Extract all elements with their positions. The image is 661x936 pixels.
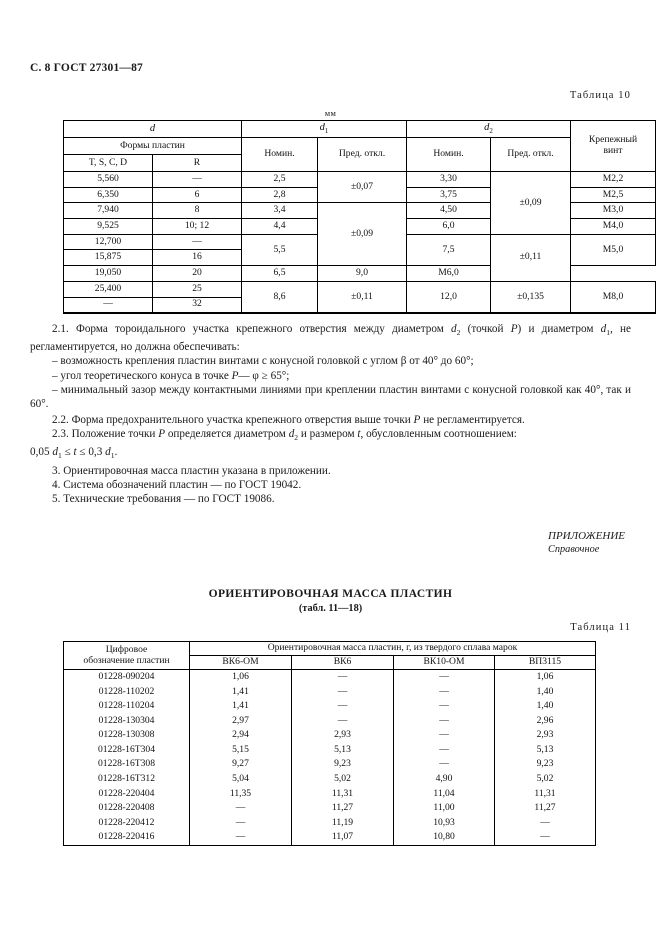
cell-code: 01228-220412 [64,816,190,831]
formula-a: 0,05 [30,446,53,459]
formula-d: . [114,446,118,459]
cell-vk6: 5,02 [292,772,394,787]
cell-vk6om: — [190,831,292,846]
cell-screw: M5,0 [571,234,656,265]
cell-code: 01228-220404 [64,787,190,802]
var-d2: $d_2$ [451,323,461,338]
cell-d: 25,400 [64,281,153,297]
header-d1-deviation: Пред. откл. [318,138,407,172]
cell-r: — [153,234,242,250]
header-d1-nominal: Номин. [242,138,318,172]
cell-code: 01228-090204 [64,670,190,685]
header-d: d [64,121,242,138]
clause-2-1-text-c: ) и диаметром [517,323,601,335]
cell-d1-nom: 2,8 [242,187,318,203]
cell-d1-nom: 2,5 [242,172,318,188]
cell-vk6: 11,27 [292,801,394,816]
cell-d1-dev: ±0,09 [318,203,407,266]
table-row [64,787,596,802]
clause-2-1-text-a: 2.1. Форма тороидального участка крепежного отверстия между диаметром [52,323,452,335]
table-11 [63,641,596,846]
cell-vk6om: 5,04 [190,772,292,787]
cell-d: 15,875 [64,250,153,266]
cell-vk6om: 2,94 [190,728,292,743]
cell-vp3115: 1,06 [495,670,596,685]
cell-vk10om: — [394,758,495,773]
clause-4: 4. Система обозначений пластин — по ГОСТ 19042. [52,478,302,491]
cell-screw: M2,5 [571,187,656,203]
cell-vk6om: 1,06 [190,670,292,685]
cell-code: 01228-110202 [64,685,190,700]
cell-d: 7,940 [64,203,153,219]
header-vk6om: ВК6-ОМ [190,656,292,670]
cell-vk6: — [292,685,394,700]
cell-d2-nom: 3,75 [407,187,491,203]
cell-vp3115: 1,40 [495,685,596,700]
cell-vk10om: — [394,728,495,743]
cell-d1-nom: 3,4 [242,203,318,219]
var-d1: $d_1$ [105,446,115,461]
cell-screw: M3,0 [571,203,656,219]
cell-vk10om: — [394,714,495,729]
cell-vp3115: 1,40 [495,699,596,714]
var-t: t [73,446,77,459]
clause-2-1-text-b: (точкой [460,323,511,335]
cell-vp3115: 2,96 [495,714,596,729]
cell-vk6: — [292,714,394,729]
cell-screw: M6,0 [407,266,491,282]
cell-r: — [153,172,242,188]
header-screw-line1: Крепежный [588,134,638,146]
table-row [64,728,596,743]
cell-r: 6 [153,187,242,203]
table-row [64,743,596,758]
cell-code: 01228-130308 [64,728,190,743]
cell-d2-nom: 9,0 [318,266,407,282]
cell-vk6om: 5,15 [190,743,292,758]
bullet-2-text-b: — φ ≥ 65°; [238,369,290,382]
cell-r: 25 [153,281,242,297]
header-d2: $d_2$ [407,121,571,138]
cell-r: 20 [153,266,242,282]
cell-vk10om: 10,80 [394,831,495,846]
cell-vk6: — [292,699,394,714]
cell-d1-nom: 8,6 [242,281,318,312]
clauses-block [30,413,631,506]
cell-code: 01228-16Т304 [64,743,190,758]
cell-vk6om: — [190,816,292,831]
cell-vp3115: 2,93 [495,728,596,743]
cell-vp3115: — [495,816,596,831]
table-10-wrapper [63,120,638,314]
cell-vk6om: 1,41 [190,685,292,700]
clause-2-3 [30,427,631,445]
table-11-wrapper [63,641,595,846]
header-vp3115: ВП3115 [495,656,596,670]
formula-b: ≤ [61,446,74,459]
cell-vk6om: 1,41 [190,699,292,714]
clause-2-3-text-a: 2.3. Положение точки [52,428,159,441]
clause-2-3-formula [30,445,631,463]
cell-screw: M2,2 [571,172,656,188]
appendix-subtitle: (табл. 11—18) [298,603,363,614]
cell-vp3115: — [495,831,596,846]
cell-vk6om: — [190,801,292,816]
var-P: P [413,414,421,426]
cell-d: 9,525 [64,219,153,235]
header-code-line2: обозначение пластин [83,654,170,666]
cell-screw: M8,0 [571,281,656,312]
header-vk10om: ВК10-ОМ [394,656,495,670]
cell-d1-nom: 6,5 [242,266,318,282]
cell-vk6om: 9,27 [190,758,292,773]
clause-2-2-text-b: не регламентируется. [420,414,525,426]
formula-c: ≤ 0,3 [76,446,106,459]
cell-code: 01228-16Т312 [64,772,190,787]
table-row [64,816,596,831]
cell-code: 01228-220416 [64,831,190,846]
var-P: P [231,369,239,382]
cell-r: 32 [153,297,242,313]
var-d1: $d_1$ [600,323,611,338]
cell-vk10om: — [394,743,495,758]
table-10-unit-label: мм [324,108,337,118]
var-d2: $d_2$ [288,428,299,443]
header-code-line1: Цифровое [105,643,148,655]
cell-r: 10; 12 [153,219,242,235]
clause-2-2-text-a: 2.2. Форма предохранительного участка крепежного отверстия выше точки [52,414,414,426]
clause-2-1-block [30,322,631,411]
cell-vk6om: 11,35 [190,787,292,802]
appendix-label: ПРИЛОЖЕНИЕ [548,530,625,542]
running-head: С. 8 ГОСТ 27301—87 [30,62,143,74]
cell-vp3115: 5,13 [495,743,596,758]
bullet-2-text-a: – угол теоретического конуса в точке [52,369,232,382]
header-group: Ориентировочная масса пластин, г, из твердого сплава марок [190,642,596,656]
cell-vk6: 11,31 [292,787,394,802]
header-form-r: R [153,155,242,172]
var-t: t [357,428,361,441]
appendix-type: Справочное [548,544,600,555]
table-row [64,281,656,297]
header-form-tsc: T, S, C, D [64,155,153,172]
cell-d1-nom: 4,4 [242,219,318,235]
cell-vk10om: — [394,699,495,714]
table-row [64,714,596,729]
header-vk6: ВК6 [292,656,394,670]
cell-d1-nom: 5,5 [242,234,318,265]
table-10-caption: Таблица 10 [569,90,631,101]
cell-d2-nom: 4,50 [407,203,491,219]
table-row [64,772,596,787]
cell-vk6: 11,19 [292,816,394,831]
clause-5: 5. Технические требования — по ГОСТ 19086. [52,492,275,505]
cell-vk6: — [292,670,394,685]
header-d2-nominal: Номин. [407,138,491,172]
cell-vp3115: 11,31 [495,787,596,802]
table-10-header-row-2 [64,138,656,155]
table-row [64,758,596,773]
table-11-header-row-1 [64,642,596,656]
cell-d: 5,560 [64,172,153,188]
var-P: P [158,428,166,441]
cell-vk6: 2,93 [292,728,394,743]
cell-d2-nom: 7,5 [407,234,491,265]
cell-vk10om: 10,93 [394,816,495,831]
table-row [64,670,596,685]
header-d2-deviation: Пред. откл. [491,138,571,172]
table-10 [63,120,656,314]
cell-d1-dev: ±0,11 [318,281,407,312]
header-code [64,642,190,670]
cell-d2-nom: 6,0 [407,219,491,235]
table-10-bottom-rule [64,313,656,314]
clause-2-1-bullet-2 [30,369,631,383]
clause-2-3-text-b: определяется диаметром [165,428,289,441]
cell-d2-nom: 3,30 [407,172,491,188]
cell-code: 01228-220408 [64,801,190,816]
cell-d: — [64,297,153,313]
appendix-label-block [548,529,625,557]
var-d1: $d_1$ [52,446,62,461]
header-screw [571,121,656,172]
table-row [64,172,656,188]
table-11-caption: Таблица 11 [570,622,631,633]
appendix-title: ОРИЕНТИРОВОЧНАЯ МАССА ПЛАСТИН [208,588,453,600]
cell-screw: M4,0 [571,219,656,235]
clause-2-1 [30,322,631,354]
var-P: P [510,323,518,335]
cell-vk10om: 11,04 [394,787,495,802]
cell-vp3115: 11,27 [495,801,596,816]
cell-vk10om: 11,00 [394,801,495,816]
clause-2-3-text-c: и размером [298,428,358,441]
cell-vk10om: — [394,670,495,685]
table-row [64,801,596,816]
cell-code: 01228-16Т308 [64,758,190,773]
clause-2-1-bullet-1: – возможность крепления пластин винтами с конусной головкой с углом β от 40° до 60°; [52,355,474,368]
cell-r: 8 [153,203,242,219]
cell-vk6: 9,23 [292,758,394,773]
header-forms: Формы пластин [64,138,242,155]
header-d1: $d_1$ [242,121,407,138]
cell-vp3115: 5,02 [495,772,596,787]
table-row [64,685,596,700]
cell-d2-dev: ±0,09 [491,172,571,235]
cell-d: 12,700 [64,234,153,250]
cell-r: 16 [153,250,242,266]
clause-2-3-text-d: , обусловленным соотношением: [360,428,517,441]
cell-vk10om: 4,90 [394,772,495,787]
cell-vk6om: 2,97 [190,714,292,729]
cell-d: 6,350 [64,187,153,203]
table-row [64,831,596,846]
clause-2-1-text-d: , не регламентируется, но должна обеспечивать: [30,323,632,354]
cell-vk10om: — [394,685,495,700]
header-screw-line2: винт [603,145,623,156]
cell-vk6: 11,07 [292,831,394,846]
cell-vk6: 5,13 [292,743,394,758]
cell-d2-nom: 12,0 [407,281,491,312]
cell-d: 19,050 [64,266,153,282]
cell-code: 01228-130304 [64,714,190,729]
clause-3: 3. Ориентировочная масса пластин указана в приложении. [52,464,331,477]
clause-2-1-bullet-3: – минимальный зазор между контактными линиями при креплении пластин винтами с конусной головкой как 40°, так и 60°. [30,383,631,410]
clause-2-2 [30,413,631,427]
cell-d2-dev: ±0,135 [491,281,571,312]
table-10-header-row-1 [64,121,656,138]
table-row [64,699,596,714]
cell-code: 01228-110204 [64,699,190,714]
cell-d2-dev: ±0,11 [491,234,571,281]
cell-vp3115: 9,23 [495,758,596,773]
cell-d1-dev: ±0,07 [318,172,407,203]
